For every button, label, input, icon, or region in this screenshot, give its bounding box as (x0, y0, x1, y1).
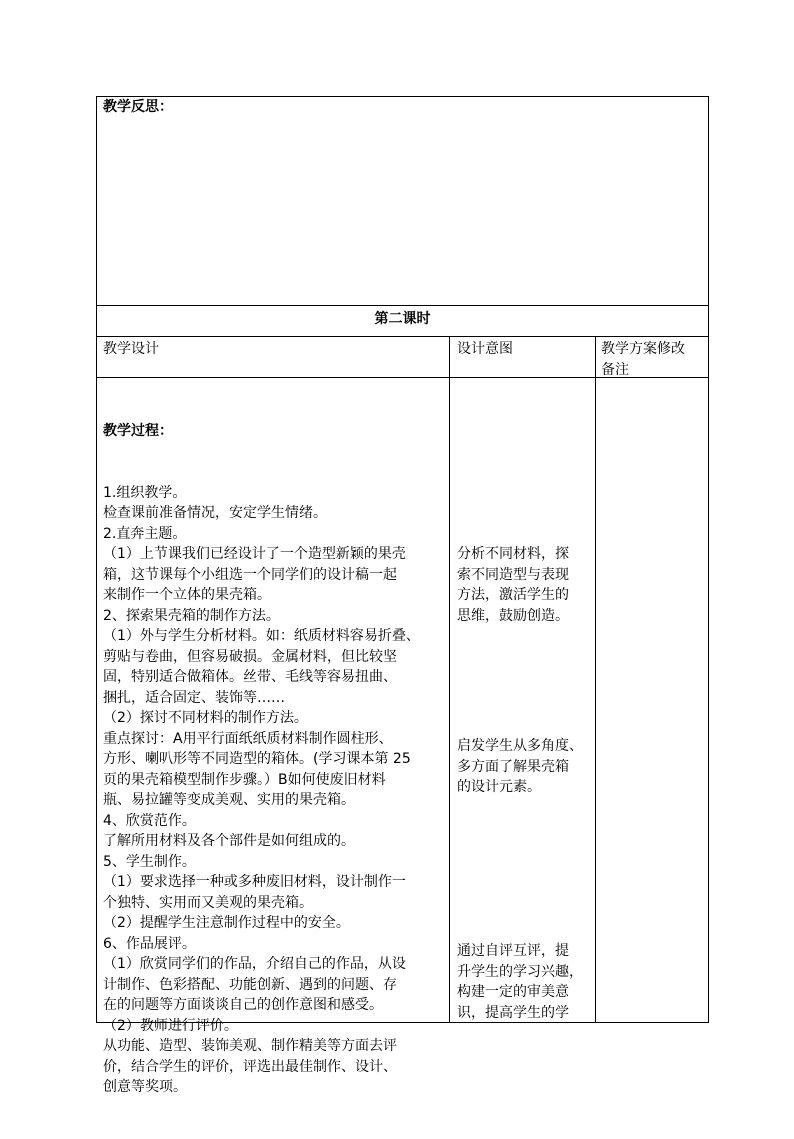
header-notes: 教学方案修改 备注 (601, 341, 685, 378)
process-line: 瓶、易拉罐等变成美观、实用的果壳箱。 (103, 792, 355, 808)
process-line: 5、学生制作。 (103, 853, 196, 870)
intent-block: 通过自评互评，提 升学生的学习兴趣， 构建一定的审美意 识，提高学生的学 (457, 943, 583, 1021)
process-line: 价，结合学生的评价，评选出最佳制作、设计、 (103, 1058, 397, 1075)
process-line: （1）要求选择一种或多种废旧材料，设计制作一 (103, 874, 406, 890)
process-line: 来制作一个立体的果壳箱。 (103, 587, 271, 603)
process-line: （2）提醒学生注意制作过程中的安全。 (103, 915, 350, 931)
process-line: （1）上节课我们已经设计了一个造型新颖的果壳 (103, 546, 406, 562)
process-line: 个独特、实用而又美观的果壳箱。 (103, 894, 313, 911)
process-line: （1）外与学生分析材料。如：纸质材料容易折叠、 (103, 628, 420, 644)
column-divider-intent (449, 336, 450, 1023)
process-line: 创意等奖项。 (103, 1079, 187, 1095)
header-intent: 设计意图 (457, 341, 513, 357)
process-line: 2.直奔主题。 (103, 525, 187, 542)
process-line: 捆扎，适合固定、装饰等…… (103, 689, 285, 706)
process-line: 检查课前准备情况，安定学生情绪。 (103, 505, 327, 521)
process-line: 从功能、造型、装饰美观、制作精美等方面去评 (103, 1038, 397, 1054)
process-line: 剪贴与卷曲，但容易破损。金属材料，但比较坚 (103, 648, 397, 665)
process-line: 2、探索果壳箱的制作方法。 (103, 607, 280, 624)
lesson-title: 第二课时 (374, 311, 431, 327)
header-design: 教学设计 (103, 341, 159, 357)
process-line: 6、作品展评。 (103, 935, 196, 952)
process-line: （2）探讨不同材料的制作方法。 (103, 710, 308, 726)
teaching-process-cell (103, 380, 447, 1139)
process-line: （1）欣赏同学们的作品，介绍自己的作品，从设 (103, 956, 406, 972)
process-lines (103, 483, 447, 1098)
row-divider-title (96, 336, 709, 337)
reflection-label: 教学反思： (103, 99, 173, 115)
process-line: 了解所用材料及各个部件是如何组成的。 (103, 833, 355, 849)
process-line: 4、欣赏范作。 (103, 812, 196, 829)
process-line: 计制作、色彩搭配、功能创新、遇到的问题、存 (103, 976, 397, 993)
process-line: 方形、喇叭形等不同造型的箱体。(学习课本第 25 (103, 751, 411, 767)
process-line: 在的问题等方面谈谈自己的创作意图和感受。 (103, 997, 383, 1013)
process-line: 箱，这节课每个小组选一个同学们的设计稿一起 (103, 566, 397, 583)
intent-block: 启发学生从多角度、 多方面了解果壳箱 的设计元素。 (457, 738, 583, 795)
process-line: （2）教师进行评价。 (103, 1017, 238, 1034)
process-line: 重点探讨：A用平行面纸纸质材料制作圆柱形、 (103, 730, 393, 747)
process-line: 页的果壳箱模型制作步骤。）B如何使废旧材料 (103, 771, 386, 788)
intent-block: 分析不同材料，探 索不同造型与表现 方法，激活学生的 思维，鼓励创造。 (457, 546, 569, 624)
lesson-plan-table (96, 96, 709, 1095)
process-title: 教学过程： (103, 423, 173, 439)
process-line: 1.组织教学。 (103, 484, 187, 501)
column-divider-notes (595, 336, 596, 1023)
process-line: 固，特别适合做箱体。丝带、毛线等容易扭曲、 (103, 669, 397, 685)
